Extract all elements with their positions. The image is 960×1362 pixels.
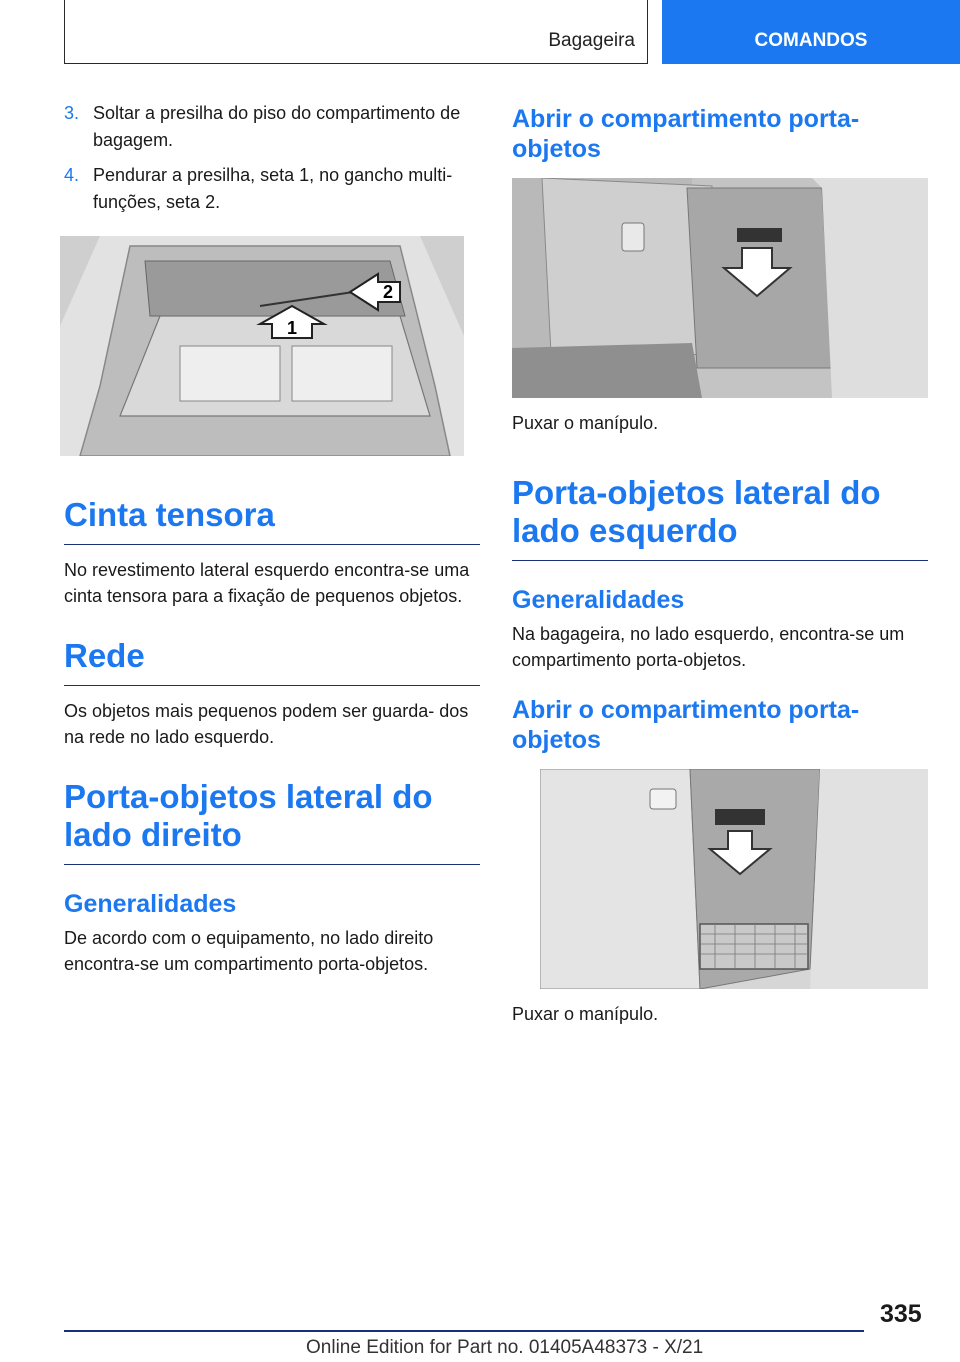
cinta-tensora-body: No revestimento lateral esquerdo encontra‐se uma cinta tensora para a fixação de pequenos objetos.: [64, 560, 470, 606]
trunk-floor-illustration: [60, 236, 464, 456]
right-compartment-figure: [512, 178, 928, 398]
step-item: [64, 100, 480, 154]
step-item: [64, 162, 480, 216]
trunk-floor-figure: [60, 236, 464, 456]
figure-caption-2: Puxar o manípulo.: [512, 1004, 659, 1024]
right-compartment-illustration: [512, 178, 928, 398]
right-column: [512, 104, 928, 1027]
arrow-2-label: 2: [382, 282, 394, 302]
footer-edition-text: Online Edition for Part no. 01405A48373 - X/21: [306, 1337, 704, 1358]
step-number: 4.: [64, 165, 80, 185]
abrir-compartimento-title-2: Abrir o compartimento porta‐ objetos: [512, 696, 860, 754]
porta-objetos-esquerdo-title: Porta-objetos lateral do lado esquerdo: [512, 474, 928, 561]
cinta-tensora-title: Cinta tensora: [64, 496, 480, 545]
rede-body: Os objetos mais pequenos podem ser guarda‐ dos na rede no lado esquerdo.: [64, 701, 469, 747]
step-text: Pendurar a presilha, seta 1, no gancho multi‐ funções, seta 2.: [93, 165, 453, 212]
generalidades-esquerdo-subtitle: Generalidades: [512, 586, 685, 614]
step-number: 3.: [64, 103, 80, 123]
figure-caption-1: Puxar o manípulo.: [512, 413, 659, 433]
arrow-1-label: 1: [286, 318, 298, 338]
header-section-box: [64, 0, 648, 64]
step-text: Soltar a presilha do piso do compartimento de bagagem.: [93, 103, 461, 150]
abrir-compartimento-title-1: Abrir o compartimento porta‐ objetos: [512, 105, 860, 163]
page-number: 335: [880, 1300, 922, 1328]
left-column: [64, 100, 480, 977]
header-chapter-tab: COMANDOS: [662, 0, 960, 64]
left-compartment-illustration: [540, 769, 928, 989]
left-compartment-figure: [540, 769, 928, 989]
header-section-title: Bagageira: [548, 30, 635, 51]
generalidades-direito-subtitle: Generalidades: [64, 890, 237, 918]
footer-rule: [64, 1330, 864, 1332]
generalidades-esquerdo-body: Na bagageira, no lado esquerdo, encontra‐se um compartimento porta‐objetos.: [512, 624, 905, 670]
storage-net: [700, 924, 808, 969]
porta-objetos-direito-title: Porta-objetos lateral do lado direito: [64, 778, 480, 865]
rede-title: Rede: [64, 637, 480, 686]
generalidades-direito-body: De acordo com o equipamento, no lado direito encontra‐se um compartimento porta‐objetos.: [64, 928, 434, 974]
